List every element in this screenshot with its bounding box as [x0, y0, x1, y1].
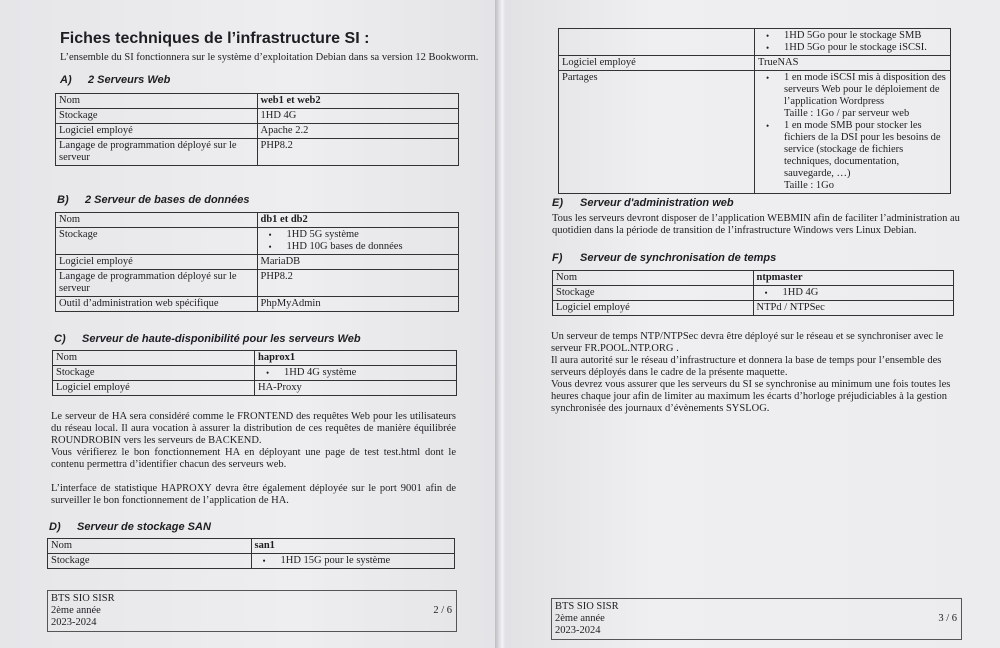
intro-text: L’ensemble du SI fonctionnera sur le système d’exploitation Debian dans sa version 12 Bookworm. [60, 52, 479, 63]
page-number: 3 / 6 [938, 613, 957, 624]
web-servers-table: Nom web1 et web2 Stockage 1HD 4G Logiciel employé Apache 2.2 Langage de programmation déployé sur le serveur PHP8.2 [55, 93, 459, 166]
section-a-heading: A) 2 Serveurs Web [60, 74, 171, 86]
ha-description: Le serveur de HA sera considéré comme le FRONTEND des requêtes Web pour les utilisateurs du réseau local. Il aura vocation à assurer la distribution de ces requêtes de manière équilibrée ROUNDROBIN vers les serveurs de BACKEND. Vous vérifierez le bon fonctionnement HA en déployant une page de test test.html dont le contenu permettra d’identifier chacun des serveurs web. L’interface de statistique HAPROXY devra être également déployée sur le port 9001 afin de surveiller le bon fonctionnement de l’application de HA. [51, 411, 456, 506]
section-f-heading: F) Serveur de synchronisation de temps [552, 252, 777, 264]
ntp-table: Nom ntpmaster Stockage • 1HD 4G Logiciel employé NTPd / NTPSec [552, 270, 954, 316]
ha-server-table: Nom haprox1 Stockage • 1HD 4G système Logiciel employé HA-Proxy [52, 350, 457, 396]
san-table: Nom san1 Stockage • 1HD 15G pour le système [47, 538, 455, 569]
section-b-heading: B) 2 Serveur de bases de données [57, 194, 250, 206]
page-2 [0, 0, 497, 648]
page-footer: BTS SIO SISR 2ème année 2023-2024 2 / 6 [47, 590, 457, 632]
db-servers-table: Nom db1 et db2 Stockage • 1HD 5G système • 1HD 10G bases de données Logiciel employé MariaDB Langage de programmation déployé sur le serveur PHP8.2 Outil d’administration web spécifique PhpMyAdmin [55, 212, 459, 312]
section-d-heading: D) Serveur de stockage SAN [49, 521, 211, 533]
page-footer: BTS SIO SISR 2ème année 2023-2024 3 / 6 [551, 598, 962, 640]
page-title: Fiches techniques de l’infrastructure SI : [60, 30, 370, 47]
ntp-description: Un serveur de temps NTP/NTPSec devra être déployé sur le réseau et se synchroniser avec le serveur FR.POOL.NTP.ORG . Il aura autorité sur le réseau d’infrastructure et donnera la base de temps pour l’ensemble des serveurs déployés dans le cadre de la présente maquette. Vous devrez vous assurer que les serveurs du SI se synchronise au minimum une fois toutes les heures chaque jour afin de limiter au maximum les écarts d’horloge préjudiciables à la gestion synchronisée des journaux d’évènements SYSLOG. [551, 331, 951, 414]
webmin-description: Tous les serveurs devront disposer de l’application WEBMIN afin de faciliter l’administration au quotidien dans la période de transition de l’infrastructure Windows vers Linux Debian. [552, 213, 960, 236]
page-number: 2 / 6 [433, 605, 452, 616]
page-3 [505, 0, 1000, 648]
san-table-continued: • 1HD 5Go pour le stockage SMB • 1HD 5Go pour le stockage iSCSI. Logiciel employé TrueNAS Partages • 1 en mode iSCSI mis à disposition des serveurs Web pour le déploiement de l’application Wordpress Taille : 1Go / par serveur web • 1 en mode SMB pour stocker les fichiers de la DSI pour les besoins de service (stockage de fichiers techniques, documentation, sauvegarde, …) Taille : 1Go [558, 28, 951, 194]
section-c-heading: C) Serveur de haute-disponibilité pour les serveurs Web [54, 333, 361, 345]
section-e-heading: E) Serveur d'administration web [552, 197, 734, 209]
